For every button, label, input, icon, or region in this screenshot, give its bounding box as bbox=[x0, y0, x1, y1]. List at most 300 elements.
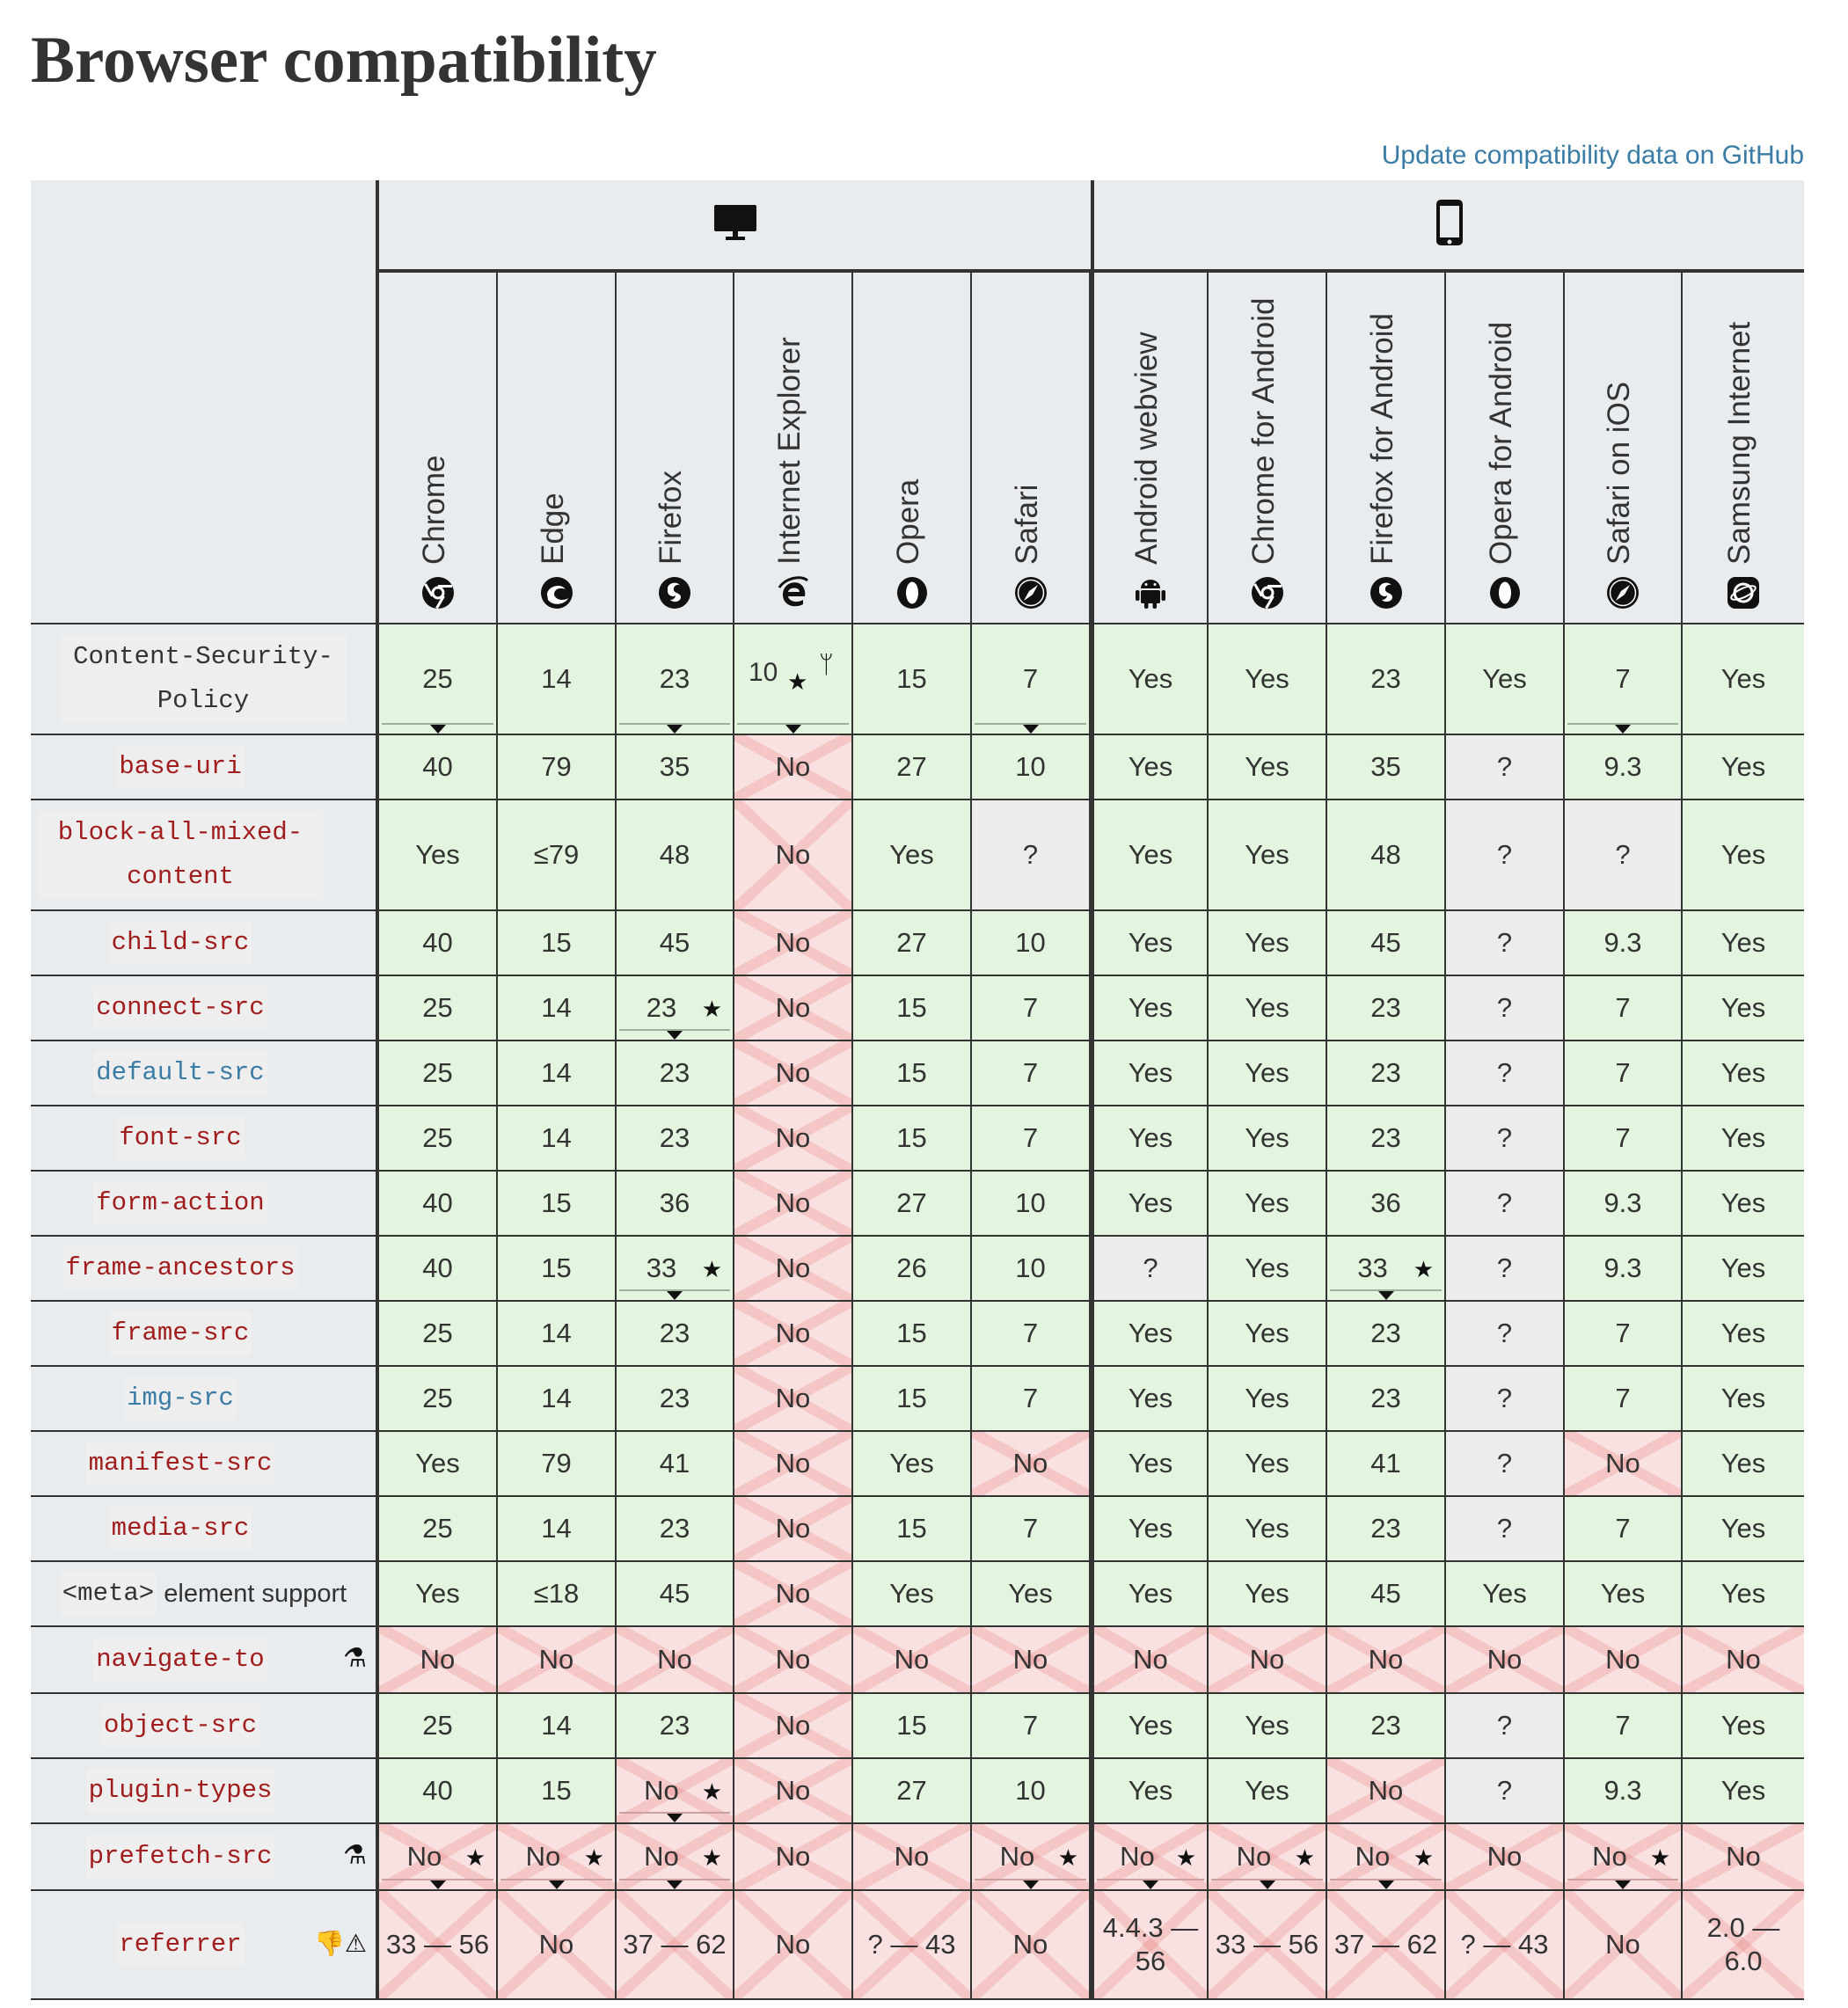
safari-icon bbox=[1013, 575, 1048, 610]
support-value: 23 bbox=[1370, 663, 1401, 694]
feature-code[interactable]: frame-ancestors bbox=[62, 1246, 297, 1290]
support-cell bbox=[734, 1627, 853, 1694]
support-cell bbox=[379, 1759, 498, 1824]
support-value: 15 bbox=[896, 663, 927, 694]
support-value: 25 bbox=[422, 1383, 453, 1413]
support-value: Yes bbox=[415, 839, 460, 870]
support-value: 23 bbox=[1370, 1057, 1401, 1088]
support-cell bbox=[1327, 1891, 1446, 2000]
browser-header bbox=[853, 273, 972, 624]
support-cell bbox=[1209, 1627, 1327, 1694]
support-value: No bbox=[999, 1841, 1035, 1872]
browser-name: Edge bbox=[535, 493, 570, 565]
support-cell bbox=[1209, 1172, 1327, 1237]
browser-name: Android webview bbox=[1129, 332, 1164, 565]
support-value: No bbox=[775, 839, 811, 870]
feature-code[interactable]: connect-src bbox=[93, 986, 267, 1030]
support-cell bbox=[498, 1237, 617, 1302]
expand-toggle-icon[interactable] bbox=[430, 725, 446, 734]
support-cell[interactable] bbox=[1565, 1824, 1683, 1891]
support-cell bbox=[972, 800, 1091, 911]
support-cell bbox=[1327, 1562, 1446, 1627]
support-value: 25 bbox=[422, 1710, 453, 1741]
support-cell[interactable] bbox=[972, 1824, 1091, 1891]
browser-name: Samsung Internet bbox=[1722, 321, 1757, 565]
support-cell[interactable] bbox=[1565, 624, 1683, 735]
feature-code[interactable]: media-src bbox=[109, 1507, 252, 1551]
support-cell bbox=[972, 1759, 1091, 1824]
support-value: No bbox=[775, 1187, 811, 1218]
expand-toggle-icon[interactable] bbox=[1615, 1880, 1631, 1889]
support-cell bbox=[1209, 1106, 1327, 1172]
support-cell[interactable] bbox=[734, 624, 853, 735]
support-value: No bbox=[775, 1252, 811, 1283]
support-cell bbox=[1446, 1041, 1565, 1106]
support-value: ? bbox=[1496, 927, 1513, 958]
support-cell bbox=[1327, 1302, 1446, 1367]
feature-code[interactable]: base-uri bbox=[116, 745, 244, 789]
support-cell[interactable] bbox=[617, 624, 734, 735]
samsung-internet-icon bbox=[1726, 575, 1761, 610]
feature-code[interactable]: frame-src bbox=[109, 1311, 252, 1355]
support-cell bbox=[734, 976, 853, 1041]
support-cell bbox=[1327, 911, 1446, 976]
support-value: ≤79 bbox=[533, 839, 580, 870]
support-value: 15 bbox=[541, 1775, 572, 1806]
support-value: No bbox=[538, 1929, 574, 1960]
support-cell bbox=[617, 1627, 734, 1694]
browser-header bbox=[1565, 273, 1683, 624]
support-cell bbox=[1565, 1237, 1683, 1302]
support-cell bbox=[734, 1432, 853, 1497]
support-cell bbox=[734, 1824, 853, 1891]
support-value: 23 bbox=[659, 1318, 690, 1348]
support-cell bbox=[1091, 1432, 1209, 1497]
note-star-icon: ★ bbox=[1413, 1256, 1434, 1283]
support-cell bbox=[617, 911, 734, 976]
support-value: No bbox=[1012, 1929, 1048, 1960]
support-cell bbox=[498, 911, 617, 976]
support-value: Yes bbox=[1128, 751, 1173, 782]
support-value: No bbox=[775, 1775, 811, 1806]
support-value: Yes bbox=[1245, 1513, 1289, 1544]
feature-name[interactable] bbox=[31, 624, 379, 735]
support-value: 27 bbox=[896, 751, 927, 782]
support-cell bbox=[498, 1432, 617, 1497]
expand-toggle-icon[interactable] bbox=[549, 1880, 565, 1889]
feature-name[interactable] bbox=[31, 1497, 379, 1562]
support-value: 7 bbox=[1615, 1318, 1631, 1348]
support-cell bbox=[1565, 1041, 1683, 1106]
support-cell bbox=[734, 735, 853, 800]
support-value: 10 bbox=[1015, 1187, 1046, 1218]
support-cell bbox=[1683, 800, 1804, 911]
support-value: No bbox=[406, 1841, 442, 1872]
support-value: No bbox=[775, 1318, 811, 1348]
feature-name[interactable] bbox=[31, 911, 379, 976]
feature-code[interactable]: <meta> bbox=[60, 1572, 157, 1616]
support-cell bbox=[972, 1106, 1091, 1172]
support-cell bbox=[853, 800, 972, 911]
support-value: 10 bbox=[1015, 751, 1046, 782]
support-value: 15 bbox=[896, 1383, 927, 1413]
support-value: Yes bbox=[1600, 1578, 1646, 1609]
support-cell bbox=[1327, 1367, 1446, 1432]
support-value: ? bbox=[1496, 1383, 1513, 1413]
feature-code[interactable]: default-src bbox=[93, 1051, 267, 1095]
support-value: Yes bbox=[1128, 1187, 1173, 1218]
support-value: ? bbox=[1496, 1513, 1513, 1544]
support-value: ? bbox=[1496, 1122, 1513, 1153]
support-value: 79 bbox=[541, 1448, 572, 1479]
support-cell bbox=[1209, 1891, 1327, 2000]
support-cell bbox=[379, 1432, 498, 1497]
support-value: 79 bbox=[541, 751, 572, 782]
browser-header bbox=[1446, 273, 1565, 624]
support-cell bbox=[1091, 1367, 1209, 1432]
feature-name[interactable] bbox=[31, 1759, 379, 1824]
support-value: 36 bbox=[659, 1187, 690, 1218]
support-value: 15 bbox=[896, 1057, 927, 1088]
feature-name[interactable] bbox=[31, 1237, 379, 1302]
support-cell bbox=[1091, 735, 1209, 800]
support-value: No bbox=[1605, 1448, 1640, 1479]
feature-name[interactable] bbox=[31, 1562, 379, 1627]
support-value: No bbox=[775, 1383, 811, 1413]
feature-code[interactable]: Content-Security-Policy bbox=[60, 635, 347, 723]
support-value: 41 bbox=[1370, 1448, 1401, 1479]
support-cell bbox=[1327, 1172, 1446, 1237]
feature-name[interactable] bbox=[31, 976, 379, 1041]
support-value: 23 bbox=[1370, 1122, 1401, 1153]
support-value: Yes bbox=[1245, 1057, 1289, 1088]
support-cell bbox=[972, 1367, 1091, 1432]
support-value: ? bbox=[1496, 751, 1513, 782]
support-value: No bbox=[775, 1578, 811, 1609]
support-cell bbox=[617, 1497, 734, 1562]
feature-name[interactable] bbox=[31, 800, 379, 911]
feature-code[interactable]: img-src bbox=[124, 1376, 237, 1420]
support-value: 7 bbox=[1022, 1710, 1039, 1741]
support-value: Yes bbox=[1482, 1578, 1527, 1609]
support-cell bbox=[972, 1432, 1091, 1497]
support-value: Yes bbox=[889, 1448, 934, 1479]
expand-toggle-icon[interactable] bbox=[667, 1031, 683, 1040]
support-value: No bbox=[1486, 1644, 1523, 1675]
expand-toggle-icon[interactable] bbox=[1615, 725, 1631, 734]
support-cell bbox=[972, 1562, 1091, 1627]
support-cell bbox=[1683, 1041, 1804, 1106]
browser-name: Internet Explorer bbox=[771, 337, 807, 565]
support-cell bbox=[498, 1562, 617, 1627]
expand-toggle-icon[interactable] bbox=[667, 1291, 683, 1300]
support-value: Yes bbox=[1720, 992, 1766, 1023]
support-cell bbox=[379, 1237, 498, 1302]
support-cell bbox=[1683, 1759, 1804, 1824]
support-cell bbox=[1091, 1694, 1209, 1759]
support-cell[interactable] bbox=[617, 976, 734, 1041]
support-cell bbox=[734, 1367, 853, 1432]
support-cell bbox=[1209, 1237, 1327, 1302]
support-cell bbox=[498, 1497, 617, 1562]
note-star-icon: ★ bbox=[701, 1256, 722, 1283]
feature-name[interactable] bbox=[31, 1041, 379, 1106]
feature-name[interactable] bbox=[31, 1106, 379, 1172]
support-cell bbox=[1565, 1367, 1683, 1432]
flask-icon: ⚗ bbox=[343, 1643, 367, 1673]
browser-name: Opera bbox=[890, 478, 925, 565]
support-value: 4.4.3 — 56 bbox=[1102, 1912, 1199, 1976]
support-cell[interactable] bbox=[379, 624, 498, 735]
safari-icon bbox=[1605, 575, 1640, 610]
support-cell bbox=[1683, 1562, 1804, 1627]
feature-name[interactable] bbox=[31, 1172, 379, 1237]
support-value: No bbox=[775, 1929, 811, 1960]
support-value: Yes bbox=[1008, 1578, 1053, 1609]
support-value: 27 bbox=[896, 927, 927, 958]
support-cell bbox=[498, 1302, 617, 1367]
support-value: Yes bbox=[1245, 663, 1289, 694]
support-cell bbox=[853, 624, 972, 735]
expand-toggle-icon[interactable] bbox=[667, 1880, 683, 1889]
support-cell bbox=[972, 1891, 1091, 2000]
support-value: No bbox=[775, 1841, 811, 1872]
support-cell bbox=[1446, 1172, 1565, 1237]
support-cell bbox=[498, 624, 617, 735]
support-value: Yes bbox=[1245, 927, 1289, 958]
support-cell bbox=[853, 1497, 972, 1562]
support-cell bbox=[1209, 1302, 1327, 1367]
browser-header bbox=[1327, 273, 1446, 624]
support-value: 7 bbox=[1022, 1383, 1039, 1413]
support-cell bbox=[734, 800, 853, 911]
support-cell[interactable] bbox=[1327, 1237, 1446, 1302]
support-value: 40 bbox=[422, 1187, 453, 1218]
support-value: 23 bbox=[659, 663, 690, 694]
browser-name: Opera for Android bbox=[1483, 321, 1518, 565]
support-value: No bbox=[644, 1841, 679, 1872]
feature-code[interactable]: plugin-types bbox=[86, 1769, 275, 1813]
support-cell bbox=[617, 800, 734, 911]
support-value: No bbox=[1368, 1644, 1404, 1675]
support-cell bbox=[853, 911, 972, 976]
support-value: No bbox=[775, 1513, 811, 1544]
support-cell[interactable] bbox=[1327, 1824, 1446, 1891]
support-value: Yes bbox=[415, 1578, 460, 1609]
expand-toggle-icon[interactable] bbox=[1023, 1880, 1039, 1889]
feature-code[interactable]: child-src bbox=[109, 921, 252, 965]
support-cell bbox=[1446, 976, 1565, 1041]
support-value: Yes bbox=[1720, 839, 1766, 870]
support-cell bbox=[1209, 1562, 1327, 1627]
support-cell bbox=[853, 1041, 972, 1106]
support-cell bbox=[1091, 1302, 1209, 1367]
browser-header bbox=[1683, 273, 1804, 624]
support-cell bbox=[853, 1106, 972, 1172]
support-cell bbox=[1091, 1627, 1209, 1694]
support-cell bbox=[1683, 1367, 1804, 1432]
support-value: No bbox=[644, 1775, 679, 1806]
support-value: 25 bbox=[422, 1122, 453, 1153]
expand-toggle-icon[interactable] bbox=[1260, 1880, 1275, 1889]
support-value: 36 bbox=[1370, 1187, 1401, 1218]
support-cell bbox=[379, 1106, 498, 1172]
support-cell bbox=[379, 1694, 498, 1759]
support-value: 15 bbox=[896, 1513, 927, 1544]
support-value: ? bbox=[1496, 1448, 1513, 1479]
support-value: 23 bbox=[1370, 992, 1401, 1023]
support-cell[interactable] bbox=[1091, 1824, 1209, 1891]
expand-toggle-icon[interactable] bbox=[667, 725, 683, 734]
support-cell bbox=[1565, 800, 1683, 911]
support-cell bbox=[1446, 1694, 1565, 1759]
support-cell bbox=[1327, 624, 1446, 735]
support-value: 33 bbox=[646, 1252, 677, 1283]
support-value: 23 bbox=[659, 1057, 690, 1088]
support-value: 15 bbox=[541, 1252, 572, 1283]
feature-name[interactable] bbox=[31, 1627, 379, 1694]
support-cell bbox=[1209, 976, 1327, 1041]
feature-code[interactable]: form-action bbox=[93, 1181, 267, 1225]
page-title: Browser compatibility bbox=[31, 24, 657, 97]
support-value: Yes bbox=[1720, 663, 1766, 694]
flask-icon: ⚗ bbox=[343, 1840, 367, 1870]
support-cell bbox=[1091, 1106, 1209, 1172]
feature-name[interactable] bbox=[31, 1891, 379, 2000]
support-value: 27 bbox=[896, 1775, 927, 1806]
feature-code[interactable]: referrer bbox=[116, 1923, 244, 1967]
support-value: Yes bbox=[1128, 1448, 1173, 1479]
chrome-icon bbox=[420, 575, 456, 610]
feature-name[interactable] bbox=[31, 1302, 379, 1367]
support-cell bbox=[1327, 735, 1446, 800]
support-cell bbox=[1446, 735, 1565, 800]
feature-name[interactable] bbox=[31, 735, 379, 800]
support-cell bbox=[1446, 624, 1565, 735]
support-cell bbox=[1683, 1824, 1804, 1891]
browser-header bbox=[1091, 273, 1209, 624]
support-value: ? bbox=[1496, 839, 1513, 870]
feature-code[interactable]: navigate-to bbox=[93, 1638, 267, 1682]
support-value: No bbox=[1012, 1644, 1048, 1675]
support-value: 14 bbox=[541, 1513, 572, 1544]
support-value: 7 bbox=[1022, 1513, 1039, 1544]
support-cell bbox=[498, 1759, 617, 1824]
support-cell bbox=[498, 1041, 617, 1106]
expand-toggle-icon[interactable] bbox=[1378, 1291, 1394, 1300]
support-cell bbox=[498, 1694, 617, 1759]
support-cell[interactable] bbox=[617, 1237, 734, 1302]
browser-name: Firefox bbox=[654, 471, 688, 565]
feature-code[interactable]: prefetch-src bbox=[86, 1835, 275, 1879]
support-value: Yes bbox=[1128, 1578, 1173, 1609]
expand-toggle-icon[interactable] bbox=[1023, 725, 1039, 734]
support-cell bbox=[1446, 1497, 1565, 1562]
feature-code[interactable]: font-src bbox=[116, 1116, 244, 1160]
support-value: 9.3 bbox=[1603, 927, 1642, 958]
support-cell bbox=[617, 1106, 734, 1172]
support-cell bbox=[1446, 1432, 1565, 1497]
support-value: Yes bbox=[1128, 992, 1173, 1023]
browser-name: Safari bbox=[1009, 484, 1044, 565]
support-value: ? bbox=[1496, 1252, 1513, 1283]
support-cell bbox=[734, 1302, 853, 1367]
support-cell[interactable] bbox=[379, 1824, 498, 1891]
feature-name[interactable] bbox=[31, 1367, 379, 1432]
support-value: 2.0 — 6.0 bbox=[1706, 1912, 1780, 1976]
feature-code[interactable]: object-src bbox=[101, 1704, 259, 1748]
github-update-link[interactable]: Update compatibility data on GitHub bbox=[1381, 141, 1804, 170]
support-value: 45 bbox=[659, 927, 690, 958]
support-value: No bbox=[657, 1644, 692, 1675]
support-cell bbox=[379, 1497, 498, 1562]
support-cell bbox=[734, 1497, 853, 1562]
expand-toggle-icon[interactable] bbox=[430, 1880, 446, 1889]
expand-toggle-icon[interactable] bbox=[785, 725, 801, 734]
support-cell bbox=[1683, 976, 1804, 1041]
support-value: No bbox=[1726, 1841, 1761, 1872]
support-cell[interactable] bbox=[972, 624, 1091, 735]
support-cell bbox=[1565, 1497, 1683, 1562]
support-value: No bbox=[538, 1644, 574, 1675]
support-cell[interactable] bbox=[617, 1824, 734, 1891]
expand-toggle-icon[interactable] bbox=[667, 1814, 683, 1822]
support-value: Yes bbox=[1720, 1318, 1766, 1348]
feature-code[interactable]: manifest-src bbox=[86, 1442, 275, 1486]
support-cell[interactable] bbox=[1209, 1824, 1327, 1891]
support-cell bbox=[1327, 1106, 1446, 1172]
support-value: 33 — 56 bbox=[385, 1929, 490, 1960]
expand-toggle-icon[interactable] bbox=[1378, 1880, 1394, 1889]
support-cell bbox=[1209, 1759, 1327, 1824]
support-cell bbox=[1327, 800, 1446, 911]
support-cell bbox=[972, 1041, 1091, 1106]
support-value: 40 bbox=[422, 751, 453, 782]
support-cell bbox=[1683, 624, 1804, 735]
note-star-icon: ★ bbox=[787, 668, 808, 695]
support-value: 9.3 bbox=[1603, 751, 1642, 782]
support-cell bbox=[1446, 1106, 1565, 1172]
feature-name[interactable] bbox=[31, 1694, 379, 1759]
support-cell bbox=[498, 800, 617, 911]
support-value: 23 bbox=[1370, 1318, 1401, 1348]
support-cell bbox=[498, 1367, 617, 1432]
support-value: 41 bbox=[659, 1448, 690, 1479]
support-cell bbox=[734, 1759, 853, 1824]
support-cell bbox=[1446, 1237, 1565, 1302]
support-cell bbox=[734, 1041, 853, 1106]
support-cell bbox=[379, 1627, 498, 1694]
feature-name[interactable] bbox=[31, 1432, 379, 1497]
expand-toggle-icon[interactable] bbox=[1143, 1880, 1158, 1889]
support-value: Yes bbox=[1482, 663, 1527, 694]
support-value: Yes bbox=[1245, 1578, 1289, 1609]
support-cell bbox=[1446, 1562, 1565, 1627]
support-value: Yes bbox=[415, 1448, 460, 1479]
support-value: No bbox=[1486, 1841, 1523, 1872]
feature-code[interactable]: block-all-mixed-content bbox=[38, 811, 323, 899]
support-cell bbox=[1091, 1041, 1209, 1106]
support-value: No bbox=[1726, 1644, 1761, 1675]
support-cell[interactable] bbox=[498, 1824, 617, 1891]
feature-name[interactable] bbox=[31, 1824, 379, 1891]
support-cell bbox=[1446, 1302, 1565, 1367]
browser-name: Chrome bbox=[416, 455, 451, 565]
support-cell bbox=[1446, 911, 1565, 976]
note-star-icon: ★ bbox=[1057, 1844, 1078, 1872]
support-cell[interactable] bbox=[617, 1759, 734, 1824]
browser-header bbox=[972, 273, 1091, 624]
